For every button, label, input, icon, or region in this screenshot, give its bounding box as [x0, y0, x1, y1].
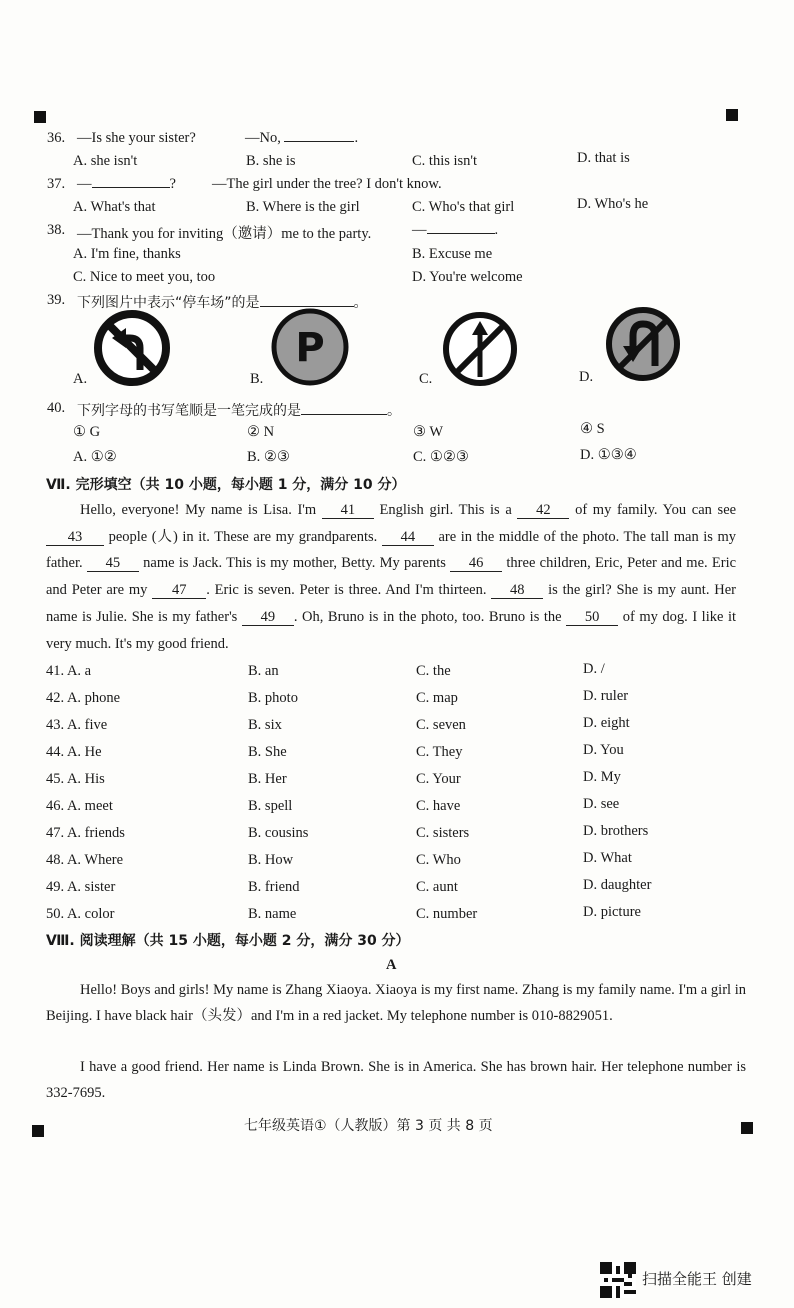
option-50-a: 50. A. color: [46, 906, 115, 922]
section-7-title: Ⅶ. 完形填空（共 10 小题，每小题 1 分，满分 10 分）: [46, 477, 406, 493]
q37-reply: —The girl under the tree? I don't know.: [212, 176, 442, 192]
parking-sign-letter: P: [295, 325, 325, 371]
q36-option-b: B. she is: [246, 153, 296, 169]
q40-letter-3: ③ W: [413, 424, 444, 440]
answer-blank: [92, 187, 170, 188]
option-47-d: D. brothers: [583, 823, 649, 839]
option-45-b: B. Her: [248, 771, 287, 787]
q39-option-c: C.: [419, 371, 433, 387]
q36-reply: —No, .: [245, 130, 359, 146]
option-42-d: D. ruler: [583, 688, 629, 704]
q37-option-d: D. Who's he: [577, 196, 649, 212]
q37-option-a: A. What's that: [73, 199, 156, 215]
q37-option-c: C. Who's that girl: [412, 199, 515, 215]
cloze-blank-49: 49: [242, 610, 294, 626]
section-8-title: Ⅷ. 阅读理解（共 15 小题，每小题 2 分，满分 30 分）: [46, 933, 410, 949]
q40-letter-1: ① G: [73, 424, 101, 440]
q40-number: 40.: [47, 400, 66, 416]
answer-blank: [301, 414, 387, 415]
option-45-a: 45. A. His: [46, 771, 105, 787]
option-44-c: C. They: [416, 744, 463, 760]
cloze-blank-47: 47: [152, 583, 206, 599]
option-48-d: D. What: [583, 850, 632, 866]
answer-blank: [427, 233, 495, 234]
option-49-b: B. friend: [248, 879, 300, 895]
q39-option-b: B.: [250, 371, 264, 387]
q37-option-b: B. Where is the girl: [246, 199, 360, 215]
option-47-c: C. sisters: [416, 825, 470, 841]
option-45-c: C. Your: [416, 771, 461, 787]
q40-option-d: D. ①③④: [580, 447, 637, 463]
option-46-a: 46. A. meet: [46, 798, 113, 814]
page-footer: 七年级英语①（人教版）第 3 页 共 8 页: [244, 1118, 493, 1134]
q36-option-c: C. this isn't: [412, 153, 478, 169]
reading-paragraph-1: Hello! Boys and girls! My name is Zhang Xiaoya. Xiaoya is my first name. Zhang is my family name. I'm a girl in Beijing. I have black hair（头发）and I'm in a red jacket. My telephone number is 010-8829051.: [46, 982, 746, 1024]
reading-paragraph-2: I have a good friend. Her name is Linda Brown. She is in America. She has brown hair. Her telephone number is 332-7695.: [46, 1059, 746, 1101]
cloze-blank-41: 41: [322, 503, 374, 519]
option-50-b: B. name: [248, 906, 297, 922]
q38-option-c: C. Nice to meet you, too: [73, 269, 216, 285]
registration-mark-top-left: [34, 111, 46, 123]
cloze-blank-42: 42: [517, 503, 569, 519]
q38-option-d: D. You're welcome: [412, 269, 523, 285]
scanner-watermark: 扫描全能王 创建: [642, 1270, 752, 1288]
option-43-b: B. six: [248, 717, 282, 733]
cloze-blank-44: 44: [382, 530, 434, 546]
q37-stem: — ?: [77, 176, 176, 192]
qr-code-icon: [600, 1262, 636, 1298]
q36-stem: —Is she your sister?: [77, 130, 196, 146]
registration-mark-bottom-left: [32, 1125, 44, 1137]
reading-part-label: A: [386, 957, 397, 973]
option-41-b: B. an: [248, 663, 279, 679]
q39-stem: 下列图片中表示“停车场”的是 。: [77, 295, 368, 311]
option-46-b: B. spell: [248, 798, 293, 814]
option-41-a: 41. A. a: [46, 663, 92, 679]
option-43-c: C. seven: [416, 717, 466, 733]
q36-number: 36.: [47, 130, 66, 146]
option-50-c: C. number: [416, 906, 478, 922]
q38-option-a: A. I'm fine, thanks: [73, 246, 181, 262]
q40-stem: 下列字母的书写笔顺是一笔完成的是 。: [77, 403, 401, 419]
q39-option-d: D.: [579, 369, 594, 385]
option-47-b: B. cousins: [248, 825, 309, 841]
q40-letter-2: ② N: [247, 424, 275, 440]
q36-option-d: D. that is: [577, 150, 630, 166]
cloze-blank-45: 45: [87, 556, 139, 572]
no-straight-sign-icon: [440, 309, 520, 389]
option-44-b: B. She: [248, 744, 287, 760]
option-42-c: C. map: [416, 690, 458, 706]
option-49-c: C. aunt: [416, 879, 458, 895]
cloze-blank-48: 48: [491, 583, 543, 599]
q40-letter-4: ④ S: [580, 421, 605, 437]
cloze-blank-46: 46: [450, 556, 502, 572]
option-41-c: C. the: [416, 663, 451, 679]
option-47-a: 47. A. friends: [46, 825, 125, 841]
q39-option-a: A.: [73, 371, 88, 387]
cloze-blank-50: 50: [566, 610, 618, 626]
option-42-a: 42. A. phone: [46, 690, 121, 706]
option-48-b: B. How: [248, 852, 294, 868]
parking-sign-icon: [270, 307, 350, 387]
option-46-c: C. have: [416, 798, 461, 814]
option-44-a: 44. A. He: [46, 744, 102, 760]
q38-option-b: B. Excuse me: [412, 246, 493, 262]
no-u-turn-sign-icon: [603, 304, 683, 384]
option-49-d: D. daughter: [583, 877, 652, 893]
q38-number: 38.: [47, 222, 66, 238]
option-45-d: D. My: [583, 769, 621, 785]
option-49-a: 49. A. sister: [46, 879, 116, 895]
answer-blank: [284, 141, 354, 142]
option-46-d: D. see: [583, 796, 620, 812]
option-42-b: B. photo: [248, 690, 298, 706]
option-43-a: 43. A. five: [46, 717, 108, 733]
q40-option-c: C. ①②③: [413, 449, 469, 465]
q39-number: 39.: [47, 292, 66, 308]
q37-number: 37.: [47, 176, 66, 192]
no-left-turn-sign-icon: [92, 308, 172, 388]
q40-option-a: A. ①②: [73, 449, 117, 465]
option-41-d: D. /: [583, 661, 605, 677]
registration-mark-top-right: [726, 109, 738, 121]
option-48-c: C. Who: [416, 852, 461, 868]
option-48-a: 48. A. Where: [46, 852, 124, 868]
registration-mark-bottom-right: [741, 1122, 753, 1134]
q40-option-b: B. ②③: [247, 449, 290, 465]
cloze-blank-43: 43: [46, 530, 104, 546]
cloze-passage: Hello, everyone! My name is Lisa. I'm 41 English girl. This is a 42 of my family. You can see 43 people (人) in it. These are my grandparents. 44 are in the middle of the photo. The tall man is my father. 45 name is Jack. This is my mother, Betty. My parents 46 three children, Eric, Peter and me. Eric and Peter are my 47 . Eric is seven. Peter is three. And I'm thirteen. 48 is the girl? She is my aunt. Her name is Julie. She is my father's 49 . Oh, Bruno is in the photo, too. Bruno is the 50 of my dog. I like it very much. It's my good friend.: [46, 502, 737, 652]
option-44-d: D. You: [583, 742, 624, 758]
q38-stem: —Thank you for inviting（邀请）me to the party.: [77, 226, 372, 242]
option-43-d: D. eight: [583, 715, 630, 731]
q36-option-a: A. she isn't: [73, 153, 138, 169]
option-50-d: D. picture: [583, 904, 641, 920]
q38-reply: — .: [412, 222, 499, 238]
